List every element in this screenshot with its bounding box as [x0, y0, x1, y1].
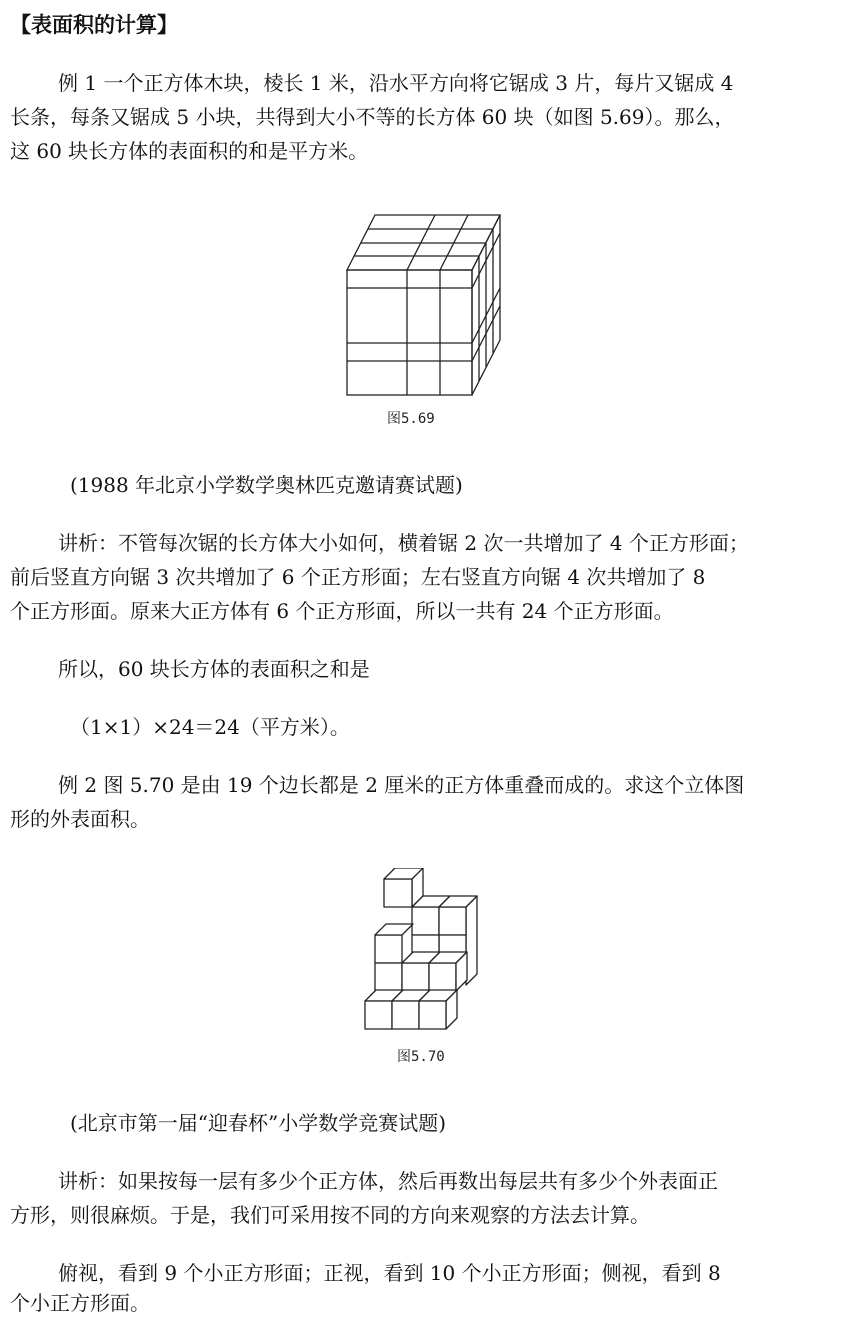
example1-source: (1988 年北京小学数学奥林匹克邀请赛试题)	[70, 473, 463, 497]
example1-line: 这 60 块长方体的表面积的和是平方米。	[10, 139, 369, 163]
example2-views-line: 俯视，看到 9 个小正方形面；正视，看到 10 个小正方形面；侧视，看到 8	[58, 1261, 721, 1285]
figure-5-69-caption: 图5.69	[387, 411, 435, 427]
example1-analysis-line: 讲析：不管每次锯的长方体大小如何，横着锯 2 次一共增加了 4 个正方形面；	[58, 531, 749, 555]
figure-5-70-stacked-cubes	[355, 868, 495, 1040]
example1-line: 长条，每条又锯成 5 小块，共得到大小不等的长方体 60 块（如图 5.69）。那么，	[10, 105, 735, 129]
section-heading: 【表面积的计算】	[10, 13, 178, 37]
example1-conclusion: 所以，60 块长方体的表面积之和是	[58, 657, 370, 681]
example1-line: 例 1 一个正方体木块，棱长 1 米，沿水平方向将它锯成 3 片，每片又锯成 4	[58, 71, 734, 95]
figure-5-69-cube	[335, 205, 515, 405]
example2-analysis-line: 方形，则很麻烦。于是，我们可采用按不同的方向来观察的方法去计算。	[10, 1203, 650, 1227]
figure-5-70-caption: 图5.70	[397, 1049, 445, 1065]
example1-analysis-line: 个正方形面。原来大正方体有 6 个正方形面，所以一共有 24 个正方形面。	[10, 599, 674, 623]
example2-source: (北京市第一届“迎春杯”小学数学竞赛试题)	[70, 1111, 447, 1135]
example2-line: 例 2 图 5.70 是由 19 个边长都是 2 厘米的正方体重叠而成的。求这个立体图	[58, 773, 745, 797]
example2-views-line: 个小正方形面。	[10, 1291, 150, 1315]
example2-analysis-line: 讲析：如果按每一层有多少个正方体，然后再数出每层共有多少个外表面正	[58, 1169, 718, 1193]
example2-line: 形的外表面积。	[10, 807, 150, 831]
example1-formula: （1×1）×24＝24（平方米）。	[70, 715, 350, 739]
example1-analysis-line: 前后竖直方向锯 3 次共增加了 6 个正方形面；左右竖直方向锯 4 次共增加了 8	[10, 565, 706, 589]
